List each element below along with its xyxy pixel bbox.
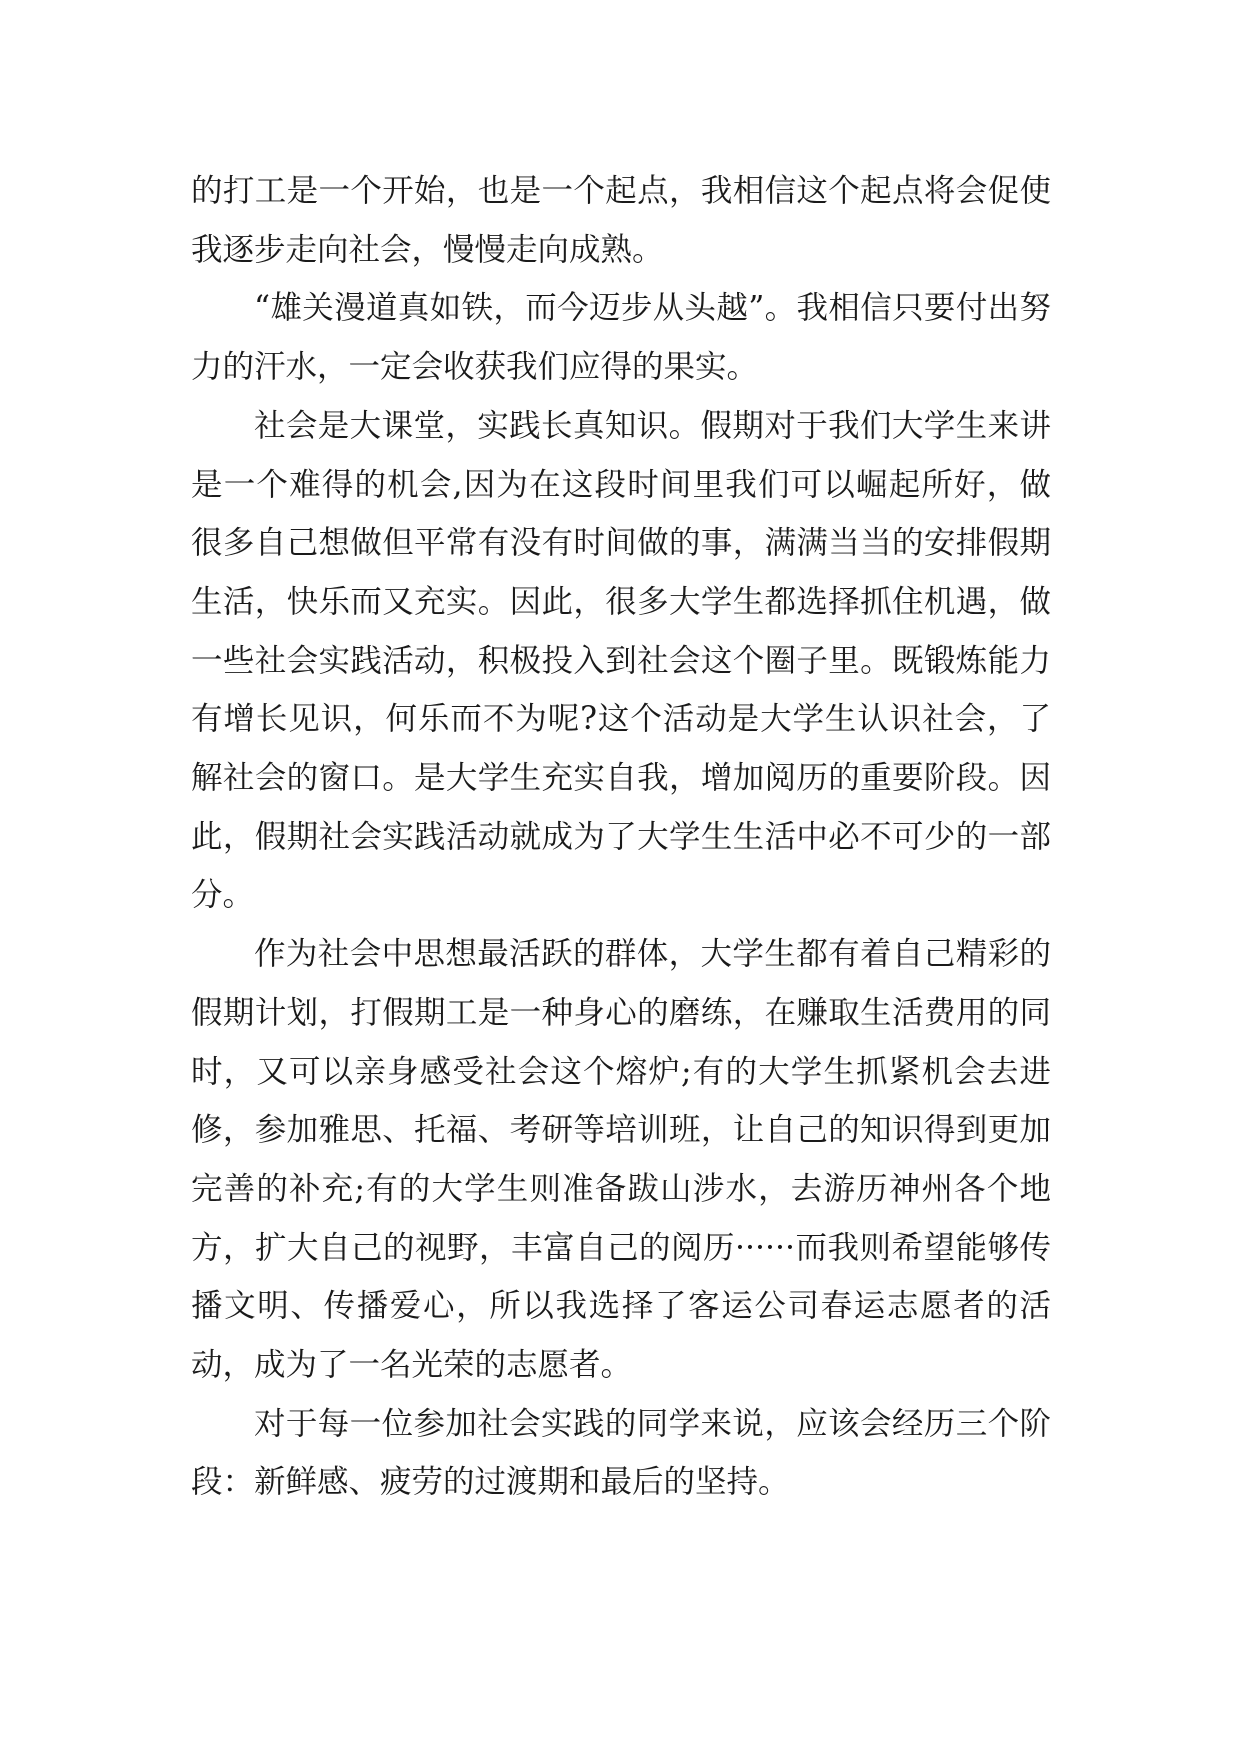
paragraph-holiday-plans: 作为社会中思想最活跃的群体，大学生都有着自己精彩的假期计划，打假期工是一种身心的磨练，在赚取生活费用的同时，又可以亲身感受社会这个熔炉;有的大学生抓紧机会去进修，参加雅思、托福、考研等培训班，让自己的知识得到更加完善的补充;有的大学生则准备跋山涉水，去游历神州各个地方，扩大自己的视野，丰富自己的阅历······而我则希望能够传播文明、传播爱心，所以我选择了客运公司春运志愿者的活动，成为了一名光荣的志愿者。 xyxy=(191,936,1051,1384)
paragraph-three-stages: 对于每一位参加社会实践的同学来说，应该会经历三个阶段：新鲜感、疲劳的过渡期和最后的坚持。 xyxy=(191,1405,1051,1501)
paragraph-continuation: 的打工是一个开始，也是一个起点，我相信这个起点将会促使我逐步走向社会，慢慢走向成熟。 xyxy=(191,173,1051,268)
document-body xyxy=(191,162,1051,1512)
paragraph-quote: “雄关漫道真如铁，而今迈步从头越”。我相信只要付出努力的汗水，一定会收获我们应得的果实。 xyxy=(191,290,1051,386)
paragraph-social-classroom: 社会是大课堂，实践长真知识。假期对于我们大学生来讲是一个难得的机会,因为在这段时间里我们可以崛起所好，做很多自己想做但平常有没有时间做的事，满满当当的安排假期生活，快乐而又充实。因此，很多大学生都选择抓住机遇，做一些社会实践活动，积极投入到社会这个圈子里。既锻炼能力有增长见识，何乐而不为呢?这个活动是大学生认识社会，了解社会的窗口。是大学生充实自我，增加阅历的重要阶段。因此，假期社会实践活动就成为了大学生生活中必不可少的一部分。 xyxy=(191,407,1051,914)
